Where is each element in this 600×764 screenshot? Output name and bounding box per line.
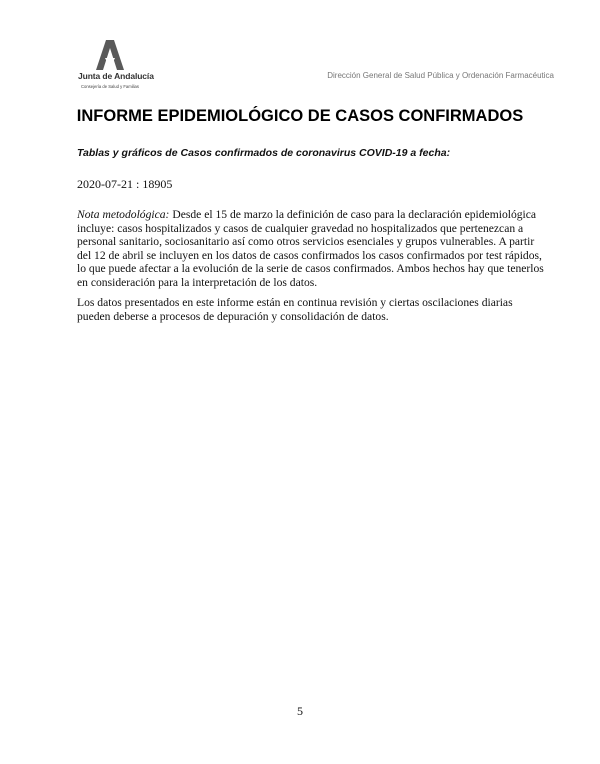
page-number: 5 [297,704,303,718]
methodology-note-label: Nota metodológica: [77,208,170,221]
page-title: INFORME EPIDEMIOLÓGICO DE CASOS CONFIRMADOS [76,107,524,125]
revision-note: Los datos presentados en este informe están en continua revisión y ciertas oscilaciones diarias pueden deberse a procesos de depuración y consolidación de datos. [77,296,513,323]
report-subtitle: Tablas y gráficos de Casos confirmados de coronavirus COVID-19 a fecha: [77,147,451,159]
junta-logo [78,40,168,96]
junta-de-andalucia-logo-icon [96,40,124,70]
report-date-value: 2020-07-21 : 18905 [77,177,173,191]
methodology-note [77,208,547,290]
logo-name: Junta de Andalucía [78,71,154,81]
logo-subtitle: Consejería de Salud y Familias [81,84,139,89]
department-header: Dirección General de Salud Pública y Ordenación Farmacéutica [327,71,554,80]
methodology-note-text: Desde el 15 de marzo la definición de caso para la declaración epidemiológica incluye: casos hospitalizados y casos de cualquier gravedad no hospitalizados que pertenezcan a personal sanitario, sociosanitario así como otros servicios esenciales y grupos vulnerables. A partir del 12 de abril se incluyen en los datos de casos confirmados los casos confirmados por test rápidos, lo que puede afectar a la evolución de la serie de casos confirmados. Ambos hechos hay que tenerlos en consideración para la interpretación de los datos. [77,208,544,289]
